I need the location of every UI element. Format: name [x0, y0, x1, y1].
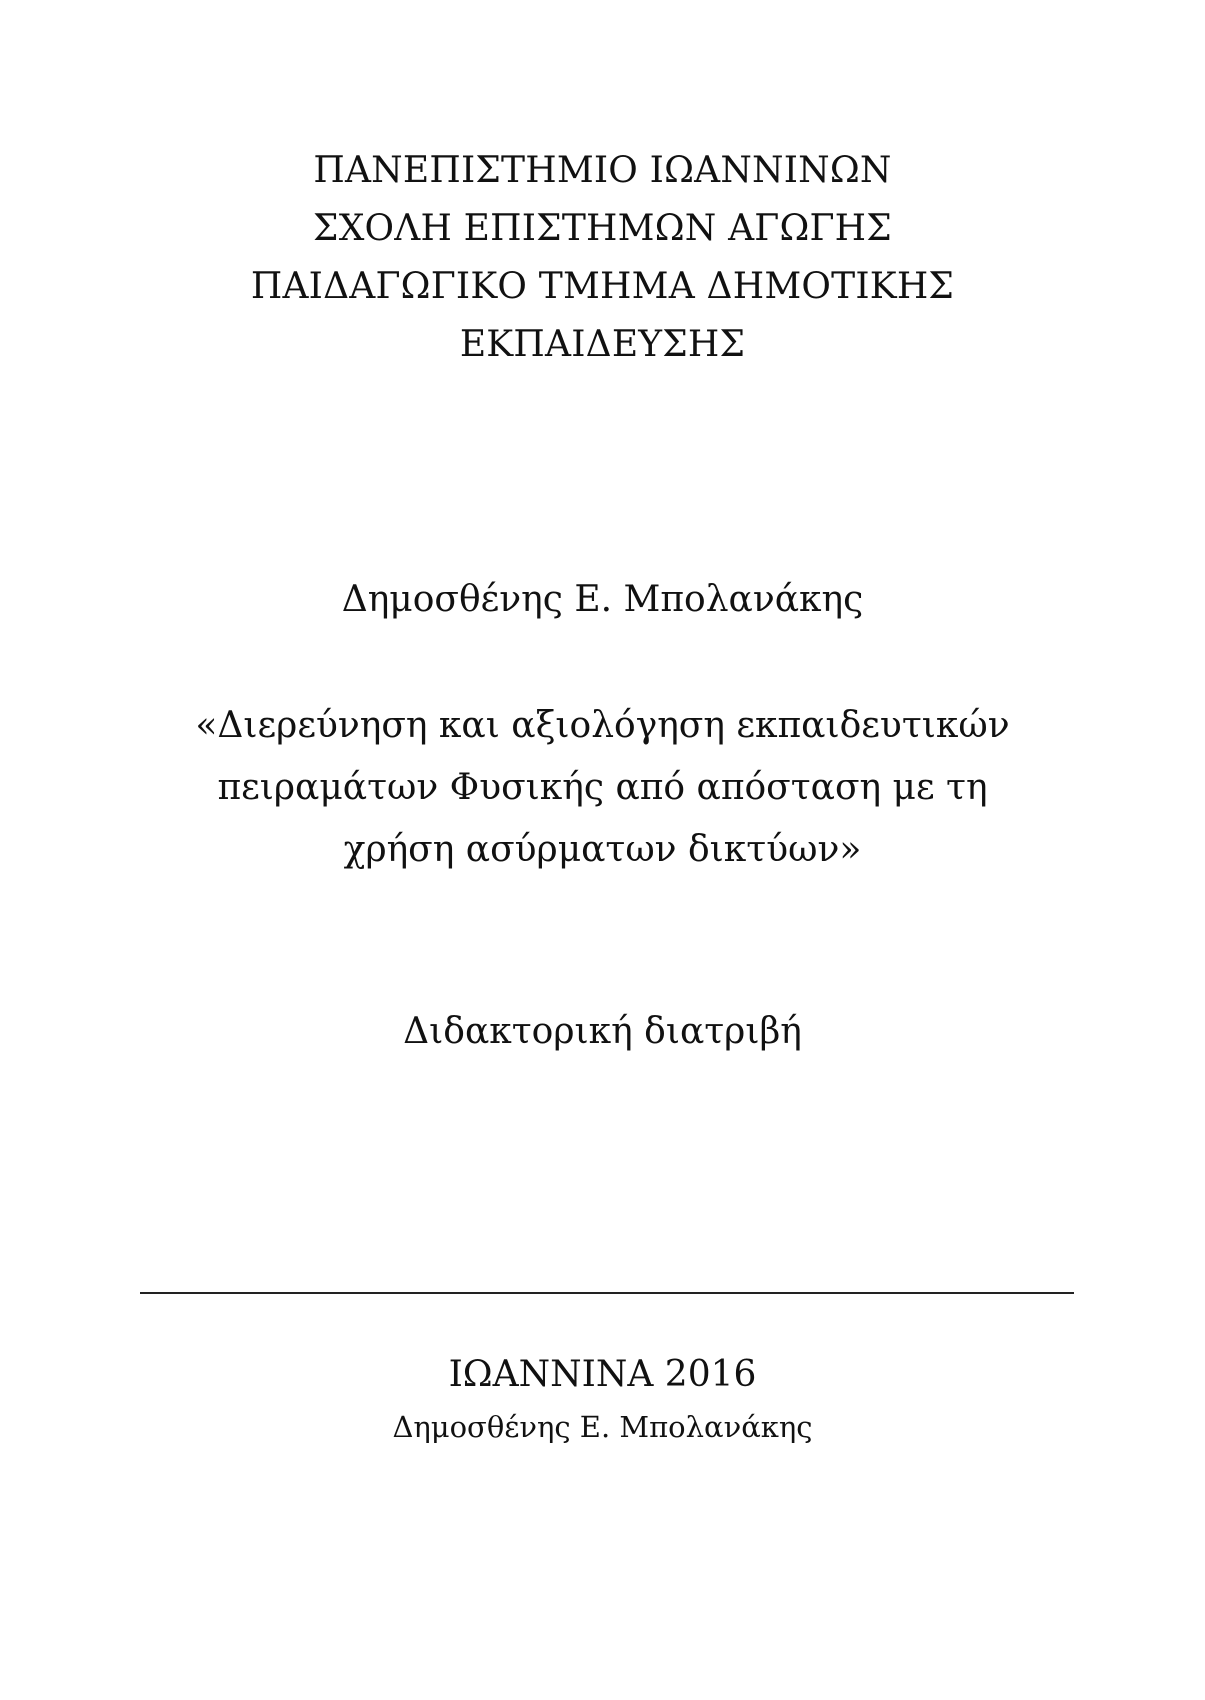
school-name: ΣΧΟΛΗ ΕΠΙΣΤΗΜΩΝ ΑΓΩΓΗΣ [313, 208, 892, 249]
department-name-line-2: ΕΚΠΑΙΔΕΥΣΗΣ [459, 324, 746, 365]
thesis-title-line-1: «Διερεύνηση και αξιολόγηση εκπαιδευτικών [195, 705, 1010, 746]
footer-author-name: Δημοσθένης Ε. Μπολανάκης [392, 1410, 813, 1444]
document-type: Διδακτορική διατριβή [403, 1011, 802, 1052]
institution-header [0, 142, 1205, 374]
thesis-title-line-2: πειραμάτων Φυσικής από απόσταση με τη [217, 767, 988, 808]
university-name: ΠΑΝΕΠΙΣΤΗΜΙΟ ΙΩΑΝΝΙΝΩΝ [313, 150, 892, 191]
thesis-title [0, 695, 1205, 881]
city-year: ΙΩΑΝΝΙΝΑ 2016 [448, 1354, 757, 1395]
thesis-title-line-3: χρήση ασύρματων δικτύων» [343, 829, 862, 870]
department-name-line-1: ΠΑΙΔΑΓΩΓΙΚΟ ΤΜΗΜΑ ΔΗΜΟΤΙΚΗΣ [250, 266, 955, 307]
author-name: Δημοσθένης Ε. Μπολανάκης [341, 579, 864, 620]
horizontal-divider [140, 1292, 1074, 1294]
